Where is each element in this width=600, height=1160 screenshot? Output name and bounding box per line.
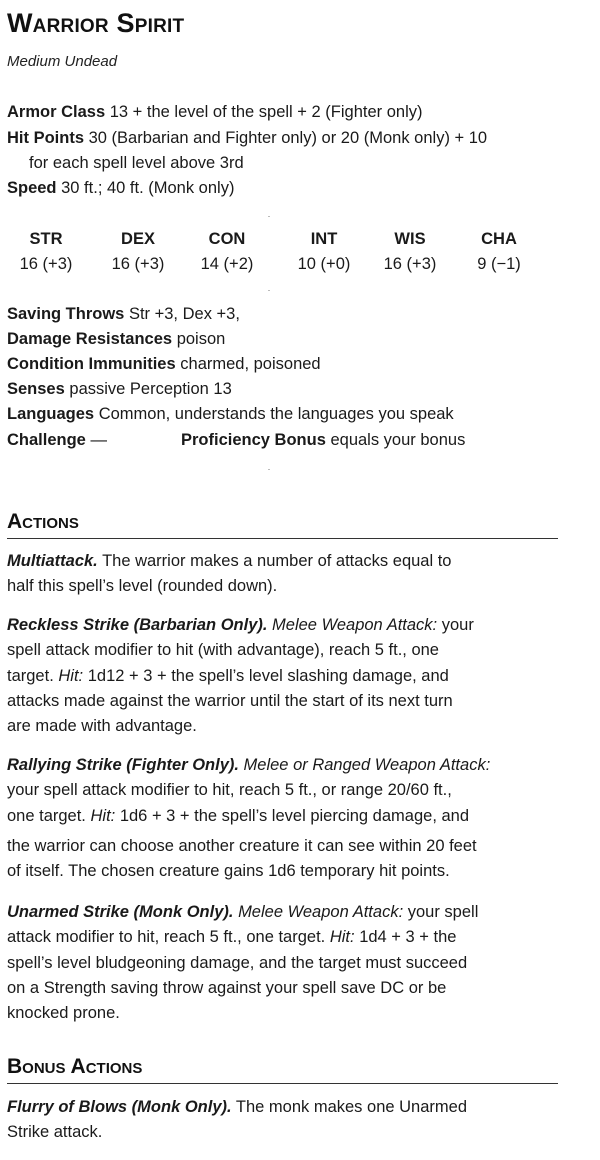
ability-wis <box>370 227 450 277</box>
senses-value: passive Perception 13 <box>69 380 232 398</box>
saving-throws-line <box>7 302 240 327</box>
armor-class-label: Armor Class <box>7 103 106 121</box>
hit-points-label: Hit Points <box>7 129 84 147</box>
action-name: Unarmed Strike (Monk Only). <box>7 903 234 921</box>
saving-throws-label: Saving Throws <box>7 305 125 323</box>
condition-immunities-value: charmed, poisoned <box>180 355 321 373</box>
action-name: Flurry of Blows (Monk Only). <box>7 1098 232 1116</box>
senses-line <box>7 377 232 402</box>
condition-immunities-line <box>7 352 321 377</box>
ability-score: 9 (−1) <box>477 255 521 273</box>
ability-score: 16 (+3) <box>111 255 165 273</box>
ability-name: STR <box>29 230 63 248</box>
action-rallying-strike-cont: the warrior can choose another creature it can see within 20 feet of itself. The chosen creature gains 1d6 temporary hit points. <box>7 837 477 881</box>
ability-score: 10 (+0) <box>297 255 351 273</box>
creature-type: Medium Undead <box>7 53 118 70</box>
proficiency-bonus-value: equals your bonus <box>330 431 466 449</box>
condition-immunities-label: Condition Immunities <box>7 355 176 373</box>
speed-label: Speed <box>7 179 57 197</box>
ability-name: CON <box>208 230 246 248</box>
ability-con <box>187 227 267 277</box>
damage-resistances-line <box>7 327 225 352</box>
hit-points-line <box>7 126 487 151</box>
armor-class-value: 13 + the level of the spell + 2 (Fighter only) <box>109 103 423 121</box>
hit-points-value: 30 (Barbarian and Fighter only) or 20 (Monk only) + 10 <box>88 129 488 147</box>
action-reckless-strike: Reckless Strike (Barbarian Only). Melee Weapon Attack: your spell attack modifier to hit (with advantage), reach 5 ft., one target. Hit: 1d12 + 3 + the spell’s level slashing damage, and attacks made against the warrior until the start of its next turn are made with advantage. <box>7 616 474 736</box>
ability-scores <box>7 227 547 283</box>
action-name: Reckless Strike (Barbarian Only). <box>7 616 268 634</box>
action-rallying-strike: Rallying Strike (Fighter Only). Melee or Ranged Weapon Attack: your spell attack modifier to hit, reach 5 ft., or range 20/60 ft., one target. Hit: 1d6 + 3 + the spell’s level piercing damage, and <box>7 756 491 825</box>
damage-resistances-label: Damage Resistances <box>7 330 173 348</box>
bonus-action-flurry-of-blows: Flurry of Blows (Monk Only). The monk makes one Unarmed Strike attack. <box>7 1098 467 1142</box>
proficiency-bonus-line <box>181 428 465 453</box>
challenge-value: — <box>90 431 107 449</box>
ability-score: 14 (+2) <box>200 255 254 273</box>
ability-int <box>284 227 364 277</box>
languages-label: Languages <box>7 405 95 423</box>
challenge-label: Challenge <box>7 431 86 449</box>
ability-name: INT <box>310 230 338 248</box>
ability-str <box>6 227 86 277</box>
saving-throws-value: Str +3, Dex +3, <box>128 305 240 323</box>
action-name: Rallying Strike (Fighter Only). <box>7 756 239 774</box>
bonus-actions-heading: Bonus Actions <box>7 1053 558 1084</box>
action-name: Multiattack. <box>7 552 98 570</box>
ability-score: 16 (+3) <box>19 255 73 273</box>
action-multiattack: Multiattack. The warrior makes a number of attacks equal to half this spell’s level (rounded down). <box>7 552 452 596</box>
proficiency-bonus-label: Proficiency Bonus <box>181 431 326 449</box>
ability-name: CHA <box>481 230 517 248</box>
action-unarmed-strike: Unarmed Strike (Monk Only). Melee Weapon Attack: your spell attack modifier to hit, reach 5 ft., one target. Hit: 1d4 + 3 + the spell’s level bludgeoning damage, and the target must succeed on a Strength saving throw against your spell save DC or be knocked prone. <box>7 903 479 1023</box>
ability-name: WIS <box>394 230 426 248</box>
creature-name: Warrior Spirit <box>7 8 185 38</box>
challenge-line <box>7 428 107 453</box>
ability-cha <box>459 227 539 277</box>
ability-score: 16 (+3) <box>383 255 437 273</box>
languages-value: Common, understands the languages you speak <box>98 405 454 423</box>
hit-points-continuation: for each spell level above 3rd <box>29 154 244 172</box>
armor-class-line <box>7 100 422 125</box>
senses-label: Senses <box>7 380 65 398</box>
actions-heading: Actions <box>7 508 558 539</box>
speed-value: 30 ft.; 40 ft. (Monk only) <box>61 179 235 197</box>
scan-dot <box>268 216 270 217</box>
damage-resistances-value: poison <box>176 330 226 348</box>
scan-dot <box>268 290 270 291</box>
scan-dot <box>268 469 270 470</box>
ability-dex <box>98 227 178 277</box>
speed-line <box>7 176 234 201</box>
languages-line <box>7 402 454 427</box>
ability-name: DEX <box>121 230 155 248</box>
